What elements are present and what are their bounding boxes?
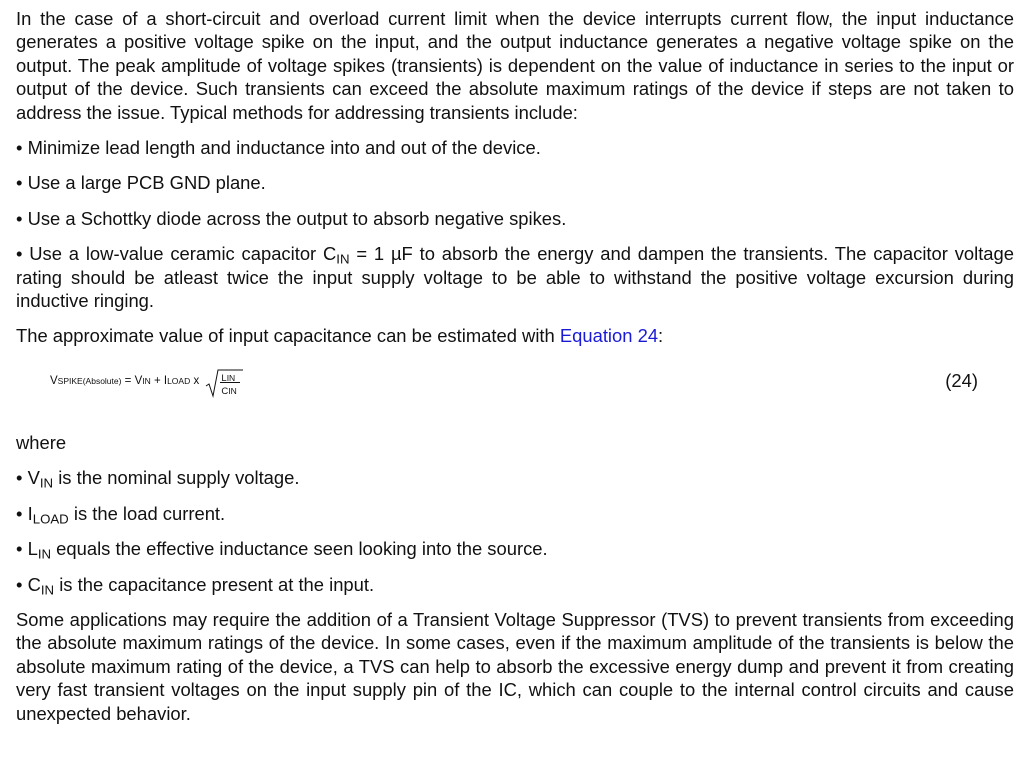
- method-item-gnd-plane: [16, 171, 1014, 194]
- intro-paragraph: In the case of a short-circuit and overload current limit when the device interrupts current flow, the input inductance generates a positive voltage spike on the input, and the output inductance generates a negative voltage spike on the output. The peak amplitude of voltage spikes (transients) is dependent on the value of inductance in series to the input or output of the device. Such transients can exceed the absolute maximum ratings of the device if steps are not taken to address the issue. Typical methods for addressing transients include:: [16, 8, 1014, 123]
- subscript: LOAD: [32, 511, 69, 527]
- eq-cin-sub: IN: [228, 385, 237, 396]
- bullet-marker: •: [16, 207, 23, 229]
- symbol: V: [27, 467, 40, 489]
- fraction-denominator: [221, 380, 236, 403]
- subscript: IN: [37, 546, 52, 562]
- bullet-marker: •: [16, 243, 23, 265]
- subscript: IN: [39, 475, 54, 491]
- eq-iload: I: [163, 374, 168, 387]
- eq-cin: C: [221, 385, 229, 397]
- definition-text: is the nominal supply voltage.: [53, 467, 300, 489]
- equation-24-link[interactable]: Equation 24: [559, 325, 659, 347]
- definition-text: is the capacitance present at the input.: [54, 573, 375, 595]
- eq-vspike: V: [50, 374, 58, 387]
- eq-plus: +: [153, 374, 161, 387]
- subscript: IN: [336, 251, 350, 267]
- eq-equals: =: [124, 374, 132, 387]
- eq-iload-sub: LOAD: [167, 375, 191, 386]
- method-text-post: = 1 µF to absorb the energy and dampen the transients. The capacitor voltage rating should be atleast twice the input supply voltage to be able to withstand the positive voltage excursion during inductive ringing.: [16, 243, 1014, 312]
- definition-iload: [16, 502, 1014, 525]
- bullet-marker: •: [16, 137, 23, 159]
- eq-lin: L: [221, 372, 227, 384]
- eq-vin-sub: IN: [142, 375, 151, 386]
- document-page: [16, 7, 1014, 725]
- symbol: I: [27, 502, 33, 524]
- method-item-schottky: [16, 207, 1014, 230]
- eq-vin: V: [134, 374, 143, 387]
- eq-lin-sub: IN: [226, 372, 236, 383]
- method-item-lead-length: [16, 136, 1014, 159]
- subscript: IN: [40, 582, 55, 598]
- equation-block: [16, 348, 1014, 410]
- where-label: where: [16, 431, 67, 453]
- definition-text: is the load current.: [68, 502, 226, 524]
- definition-text: equals the effective inductance seen looking into the source.: [51, 538, 548, 560]
- eq-vspike-sub: SPIKE(Absolute): [57, 375, 122, 386]
- definition-lin: [16, 537, 1014, 560]
- bullet-marker: •: [16, 467, 23, 489]
- square-root-symbol: [205, 368, 245, 396]
- symbol: C: [27, 573, 41, 595]
- method-text-pre: Use a low-value ceramic capacitor C: [29, 243, 337, 265]
- estimate-text: The approximate value of input capacitance can be estimated with: [16, 325, 560, 347]
- method-text: Use a large PCB GND plane.: [27, 172, 266, 194]
- tvs-paragraph: Some applications may require the addition of a Transient Voltage Suppressor (TVS) to prevent transients from exceeding the absolute maximum ratings of the device. In some cases, even if the maximum amplitude of the transients is below the absolute maximum rating of the device, a TVS can help to absorb the excessive energy dump and prevent it from creating very fast transient voltages on the input supply pin of the IC, which can couple to the internal control circuits and cause unexpected behavior.: [16, 608, 1014, 724]
- bullet-marker: •: [16, 502, 23, 524]
- eq-times: x: [193, 374, 200, 387]
- estimate-colon: :: [658, 325, 664, 347]
- estimate-sentence: [16, 324, 1014, 347]
- bullet-marker: •: [16, 573, 23, 595]
- method-text: Use a Schottky diode across the output to absorb negative spikes.: [27, 207, 567, 229]
- equation-formula: [50, 368, 245, 396]
- bullet-marker: •: [16, 172, 23, 194]
- method-item-capacitor: [16, 242, 1014, 312]
- bullet-marker: •: [16, 538, 23, 560]
- symbol: L: [27, 538, 38, 560]
- equation-number: (24): [945, 369, 978, 391]
- definition-vin: [16, 466, 1014, 489]
- method-text: Minimize lead length and inductance into and out of the device.: [27, 137, 541, 159]
- definition-cin: [16, 573, 1014, 596]
